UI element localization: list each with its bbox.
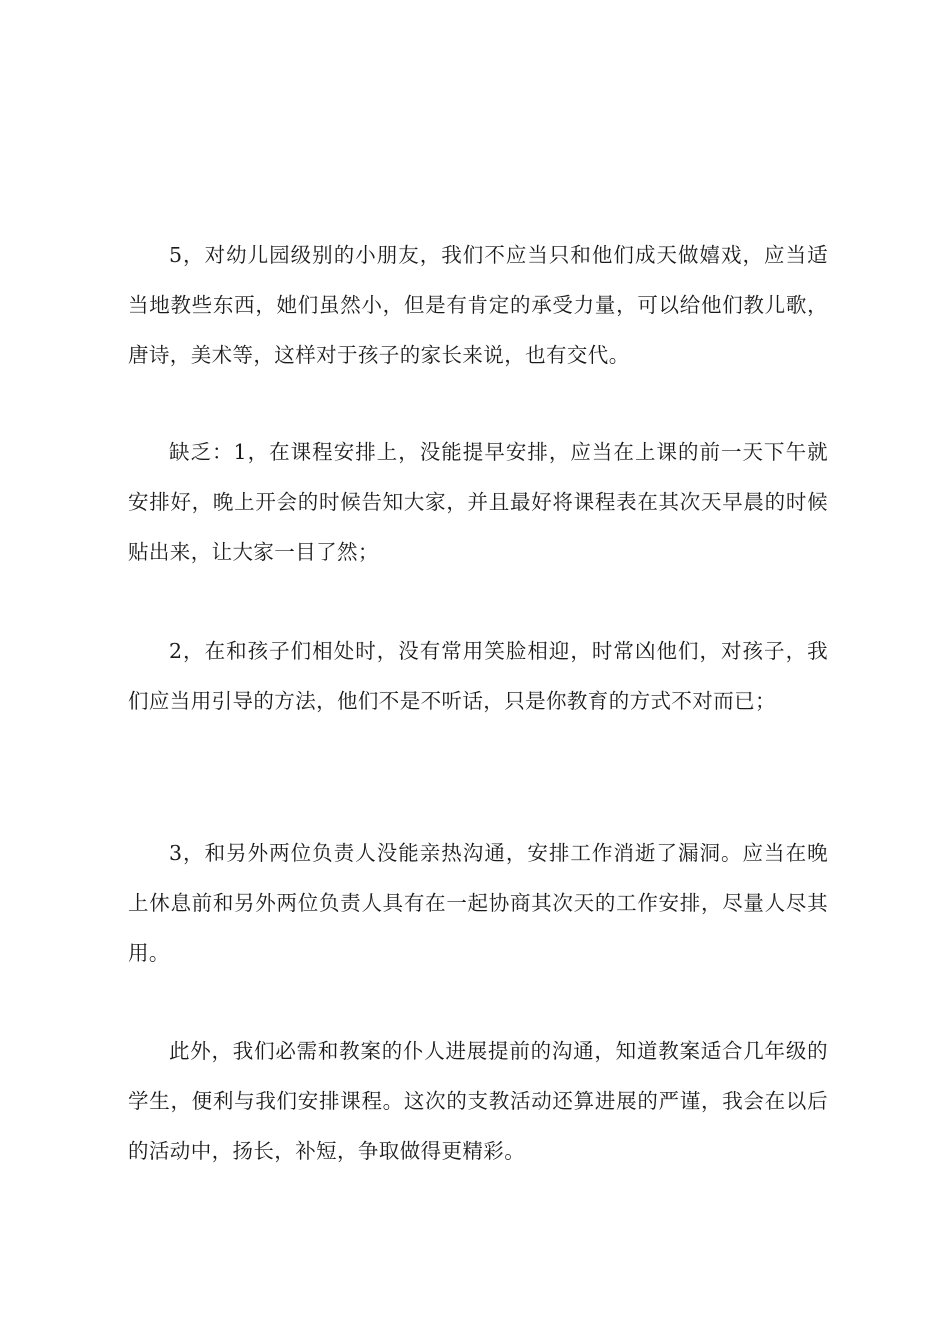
paragraph-conclusion: 此外，我们必需和教案的仆人进展提前的沟通，知道教案适合几年级的学生，便利与我们安排课程。这次的支教活动还算进展的严谨，我会在以后的活动中，扬长，补短，争取做得更精彩。 bbox=[128, 1039, 828, 1163]
paragraph-point-5: 5，对幼儿园级别的小朋友，我们不应当只和他们成天做嬉戏，应当适当地教些东西，她们虽然小，但是有肯定的承受力量，可以给他们教儿歌，唐诗，美术等，这样对于孩子的家长来说，也有交代。 bbox=[128, 243, 828, 367]
paragraph-shortcoming-2: 2，在和孩子们相处时，没有常用笑脸相迎，时常凶他们，对孩子，我们应当用引导的方法，他们不是不听话，只是你教育的方式不对而已； bbox=[128, 639, 828, 713]
paragraph-shortcoming-3: 3，和另外两位负责人没能亲热沟通，安排工作消逝了漏洞。应当在晚上休息前和另外两位负责人具有在一起协商其次天的工作安排，尽量人尽其用。 bbox=[128, 841, 828, 965]
paragraph-shortcoming-1: 缺乏：1，在课程安排上，没能提早安排，应当在上课的前一天下午就安排好，晚上开会的时候告知大家，并且最好将课程表在其次天早晨的时候贴出来，让大家一目了然； bbox=[128, 440, 828, 564]
